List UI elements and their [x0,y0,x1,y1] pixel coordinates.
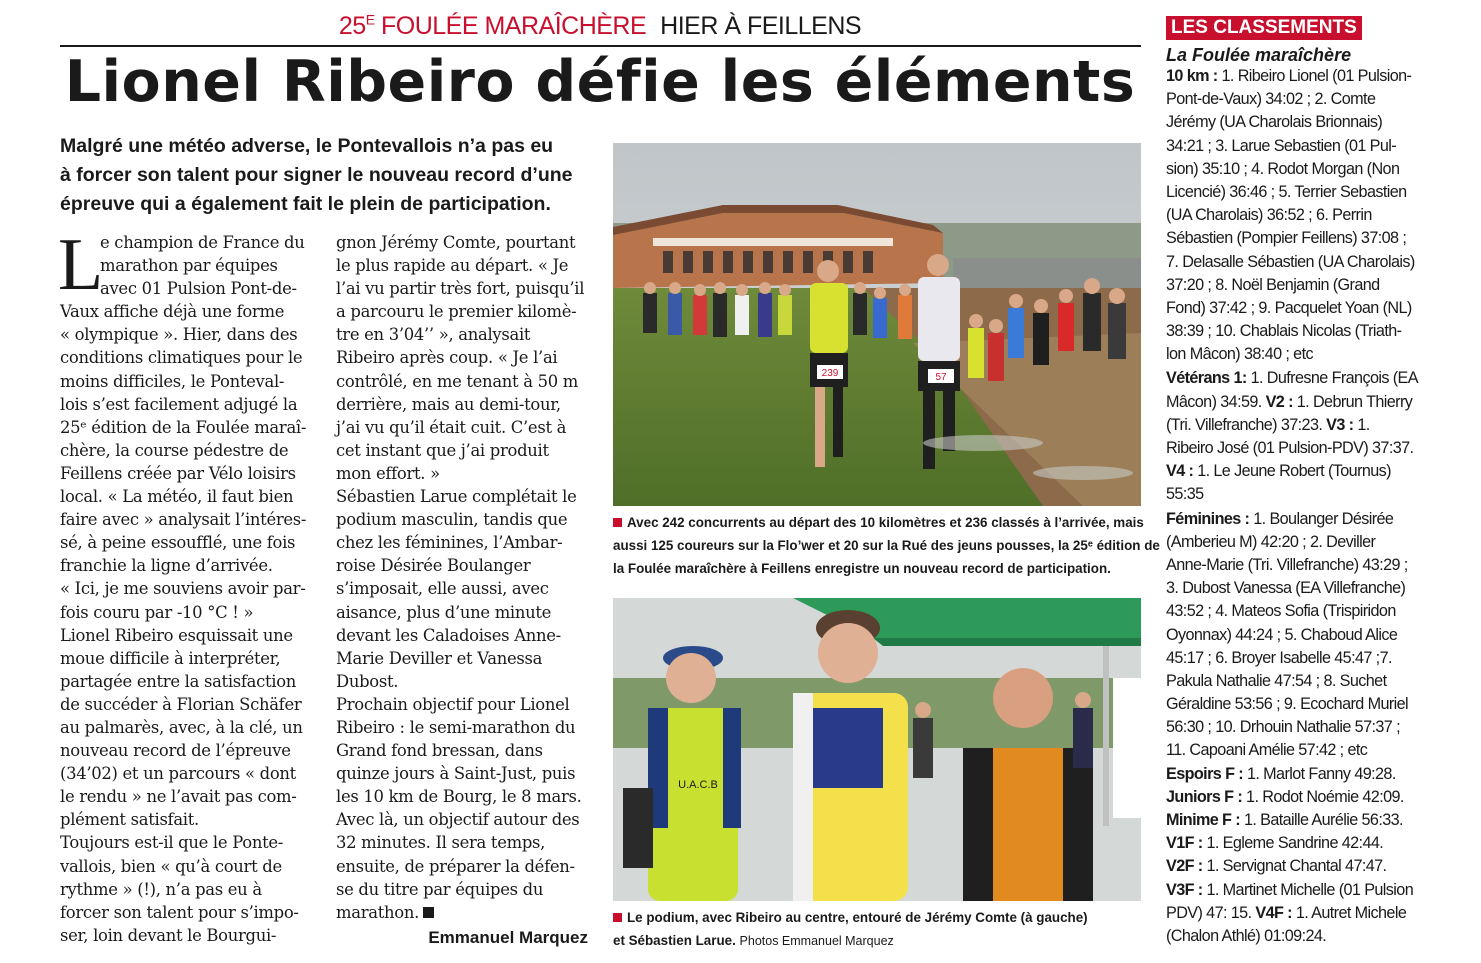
result-category: V2 : [1265,392,1293,411]
text-line: 25ᵉ édition de la Foulée maraî- [60,417,307,437]
text-line: moins difficiles, le Ponteval- [60,371,285,391]
caption-line: aussi 125 coureurs sur la Flo’wer et 20 sur la Rué des jeuns pousses, la 25ᵉ édition de [613,538,1160,553]
text-line: franchie la ligne d’arrivée. [60,556,273,576]
text-line: quinze jours à Saint-Just, puis [336,764,576,784]
result-text: Anne-Marie (Tri. Villefranche) 43:29 ; [1166,555,1408,574]
text-line: Ribeiro : le semi-marathon du [336,717,576,737]
podium-photo [613,598,1141,901]
result-text: 1. Ribeiro Lionel (01 Pulsion- [1217,67,1412,85]
result-category: 10 km : [1166,67,1218,85]
text-line: chez les féminines, l’Ambar- [336,533,563,553]
text-line: cet instant que j’ai produit [336,440,549,460]
result-text: 7. Delasalle Sébastien (UA Charolais) [1166,252,1415,271]
caption-line: et Sébastien Larue. Photos Emmanuel Marquez [613,933,894,948]
result-text: Licencié) 36:46 ; 5. Terrier Sebastien [1166,182,1407,201]
result-category: V1F : [1166,834,1203,853]
text-line: devant les Caladoises Anne- [336,625,561,645]
result-line [1166,460,1436,483]
end-mark-icon [423,907,434,918]
result-text: Pakula Nathalie 47:54 ; 8. Suchet [1166,671,1387,690]
podium-photo-illustration [613,598,1141,901]
text-line: plément satisfait. [60,810,199,830]
text-line: nouveau record de l’épreuve [60,741,291,761]
result-line [1166,670,1436,693]
result-text: Mâcon) 34:59. [1166,392,1266,411]
result-text: (Tri. Villefranche) 37:23. [1166,415,1327,434]
result-text: 34:21 ; 3. Larue Sebastien (01 Pul- [1166,136,1397,155]
kicker-place: HIER À FEILLENS [660,12,862,41]
race-photo [613,143,1141,506]
text-line: avec 01 Pulsion Pont-de- [100,279,297,299]
text-line: s’imposait, elle aussi, avec [336,579,549,599]
result-text: 56:30 ; 10. Drhouin Nathalie 57:37 ; [1166,718,1400,737]
result-line [1166,809,1436,832]
caption-marker-icon [613,518,622,527]
result-text: 1. [1353,415,1370,434]
result-text: 1. Autret Michele [1291,903,1407,922]
drop-cap: L [58,224,104,306]
result-line [1166,483,1436,506]
result-line [1166,391,1436,414]
text-line: mon effort. » [336,463,440,483]
result-line [1166,88,1436,111]
result-line [1166,763,1436,786]
photo2-caption [613,906,1141,952]
result-text: 1. Servignat Chantal 47:47. [1202,857,1387,876]
text-line: faire avec » analysait l’intéres- [60,510,307,530]
result-text: 1. Martinet Michelle (01 Pulsion [1202,880,1414,899]
result-text: Fond) 37:42 ; 9. Pacquelet Yoan (NL) [1166,298,1412,317]
text-line: a parcouru le premier kilomè- [336,302,577,322]
result-line [1166,274,1436,297]
text-line: chère, la course pédestre de [60,440,289,460]
result-text: 37:20 ; 8. Noël Benjamin (Grand [1166,275,1380,294]
result-text: sion) 35:10 ; 4. Rodot Morgan (Non [1166,159,1400,178]
result-category: V4F : [1255,903,1292,922]
text-line: « Ici, je me souviens avoir par- [60,579,306,599]
result-text: 45:17 ; 6. Broyer Isabelle 45:47 ;7. [1166,648,1392,667]
result-line [1166,297,1436,320]
caption-line: Avec 242 concurrents au départ des 10 kilomètres et 236 classés à l’arrivée, mais [613,511,1141,534]
text-line: ensuite, de préparer la défen- [336,856,575,876]
result-text: 38:39 ; 10. Chablais Nicolas (Triath- [1166,322,1402,341]
text-line: Ribeiro après coup. « Je l’ai [336,348,558,368]
result-text: 1. Bataille Aurélie 56:33. [1240,811,1403,829]
text-line: Lionel Ribeiro esquissait une [60,625,293,645]
result-line [1166,181,1436,204]
result-text: 43:52 ; 4. Mateos Sofia (Trispiridon [1166,602,1396,621]
result-line [1166,647,1436,670]
lede-line: à forcer son talent pour signer le nouveau record d’une [60,164,573,186]
text-line: Feillens créée par Vélo loisirs [60,463,296,483]
result-line [1166,251,1436,274]
result-line [1166,879,1436,902]
kicker-event: $25^E$ FOULÉE MARAÎCHÈRE [338,12,647,41]
text-line: j’ai vu qu’il était cuit. C’est à [336,417,567,437]
result-line [1166,624,1436,647]
text-line: Sébastien Larue complétait le [336,487,577,507]
result-text: Ribeiro José (01 Pulsion-PDV) 37:37. [1166,439,1414,457]
text-line: derrière, mais au demi-tour, [336,394,561,414]
result-text: (Amberieu M) 42:20 ; 2. Deviller [1166,532,1376,551]
text-line: rythme » (!), n’a pas eu à [60,879,262,899]
text-line: sé, à peine essoufflé, une fois [60,533,296,553]
result-line [1166,204,1436,227]
text-line: Prochain objectif pour Lionel [336,694,570,714]
text-line: aisance, plus d’une minute [336,602,552,622]
result-text: Géraldine 53:56 ; 9. Ecochard Muriel [1166,695,1409,714]
result-line [1166,600,1436,623]
text-line: les 10 km de Bourg, le 8 mars. [336,787,582,807]
result-line [1166,577,1436,600]
result-category: Vétérans 1: [1166,369,1247,388]
result-text: Pont-de-Vaux) 34:02 ; 2. Comte [1166,90,1376,109]
bib-number: 57 [935,372,947,383]
text-line: lois s’est facilement adjugé la [60,394,298,414]
text-line: Avec là, un objectif autour des [336,810,580,830]
text-line: Toujours est-il que le Ponte- [60,833,284,853]
text-line: Vaux affiche déjà une forme [60,302,285,322]
result-category: Féminines : [1166,509,1250,528]
text-line: se du titre par équipes du [336,879,544,899]
result-line [1166,508,1436,531]
result-line [1166,832,1436,855]
text-line: le plus rapide au départ. « Je [336,256,569,276]
text-line: fois couru par -10 °C ! » [60,602,254,622]
bib-number: 239 [821,368,839,379]
result-line [1166,531,1436,554]
text-line: Marie Deviller et Vanessa [336,648,543,668]
result-line [1166,111,1436,134]
caption-line: Le podium, avec Ribeiro au centre, entouré de Jérémy Comte (à gauche) [613,906,1141,929]
result-text: Oyonnax) 44:24 ; 5. Chaboud Alice [1166,625,1398,644]
result-category: V2F : [1166,857,1203,876]
results-list [1166,65,1436,948]
article-column-2 [336,231,592,924]
result-category: V4 : [1166,462,1194,481]
text-line: 32 minutes. Il sera temps, [336,833,546,853]
result-line [1166,554,1436,577]
author-byline: Emmanuel Marquez [428,928,588,947]
caption-marker-icon [613,913,622,922]
text-line: au palmarès, avec, à la clé, un [60,717,303,737]
result-line [1166,693,1436,716]
result-category: V3F : [1166,880,1203,899]
result-line [1166,716,1436,739]
result-text: 55:35 [1166,485,1204,504]
result-text: (Chalon Athlé) 01:09:24. [1166,926,1327,945]
result-line [1166,227,1436,250]
headline: Lionel Ribeiro défie les éléments [64,49,1136,115]
result-text: (UA Charolais) 36:52 ; 6. Perrin [1166,206,1372,225]
result-text: 3. Dubost Vanessa (EA Villefranche) [1166,579,1406,598]
result-text: lon Mâcon) 38:40 ; etc [1166,345,1313,364]
photo1-caption [613,511,1160,580]
result-text: 1. Marlot Fanny 49:28. [1243,764,1396,783]
lede [60,132,620,219]
text-line: moue difficile à interpréter, [60,648,281,668]
lede-line: épreuve qui a également fait le plein de participation. [60,193,551,215]
photo-credit: Photos Emmanuel Marquez [739,934,894,948]
result-text: Jérémy (UA Charolais Brionnais) [1166,113,1383,132]
text-line: Grand fond bressan, dans [336,741,543,761]
text-line: podium masculin, tandis que [336,510,568,530]
text-line: e champion de France du [100,233,305,252]
text-line: forcer son talent pour s’impo- [60,902,299,922]
text-line: gnon Jérémy Comte, pourtant [336,233,576,252]
section-kicker [60,12,1140,44]
result-line [1166,158,1436,181]
text-line: conditions climatiques pour le [60,348,303,368]
result-line [1166,414,1436,437]
text-line: marathon. [336,901,592,924]
result-line [1166,902,1436,925]
text-line: l’ai vu partir très fort, puisqu’il [336,279,585,299]
result-line [1166,65,1436,88]
text-line: roise Désirée Boulanger [336,556,531,576]
result-text: 1. Dufresne François (EA [1246,369,1418,388]
result-text: Sébastien (Pompier Feillens) 37:08 ; [1166,229,1407,248]
text-line: contrôlé, en me tenant à 50 m [336,371,579,391]
text-line: de succéder à Florian Schäfer [60,694,302,714]
text-line: tre en 3’04’’ », analysait [336,325,531,345]
result-line [1166,343,1436,366]
result-line [1166,925,1436,948]
results-subtitle: La Foulée maraîchère [1166,45,1352,65]
text-line: « olympique ». Hier, dans des [60,325,298,345]
caption-line: la Foulée maraîchère à Feillens enregistre un nouveau record de participation. [613,561,1111,576]
text-line: marathon par équipes [100,256,278,276]
race-photo-illustration [613,143,1141,506]
result-category: V3 : [1326,415,1354,434]
result-text: 1. Le Jeune Robert (Tournus) [1193,462,1391,481]
result-text: PDV) 47: 15. [1166,903,1256,922]
result-line [1166,437,1436,460]
result-line [1166,786,1436,809]
lede-line: Malgré une météo adverse, le Pontevallois n’a pas eu [60,135,554,157]
result-text: 11. Capoani Amélie 57:42 ; etc [1166,741,1368,760]
article-column-1 [58,224,315,947]
text-line: partagée entre la satisfaction [60,671,297,691]
vest-text: U.A.C.B [678,779,718,791]
result-line [1166,739,1436,762]
result-category: Juniors F : [1166,787,1243,806]
text-line: (34’02) et un parcours « dont [60,764,296,784]
result-category: Espoirs F : [1166,764,1244,783]
text-line: ser, loin devant le Bourgui- [60,925,277,945]
result-text: 1. Egleme Sandrine 42:44. [1202,834,1384,853]
result-category: Minime F : [1166,811,1241,829]
result-line [1166,135,1436,158]
result-text: 1. Debrun Thierry [1292,392,1413,411]
results-title: LES CLASSEMENTS [1166,16,1362,40]
text-line: vallois, bien « qu’à court de [60,856,282,876]
result-line [1166,320,1436,343]
text-line: local. « La météo, il faut bien [60,487,294,507]
result-text: 1. Boulanger Désirée [1249,509,1394,528]
result-text: 1. Rodot Noémie 42:09. [1242,787,1404,806]
text-line: le rendu » ne l’avait pas com- [60,787,297,807]
text-line: Dubost. [336,671,399,691]
result-line [1166,855,1436,878]
result-line [1166,367,1436,390]
